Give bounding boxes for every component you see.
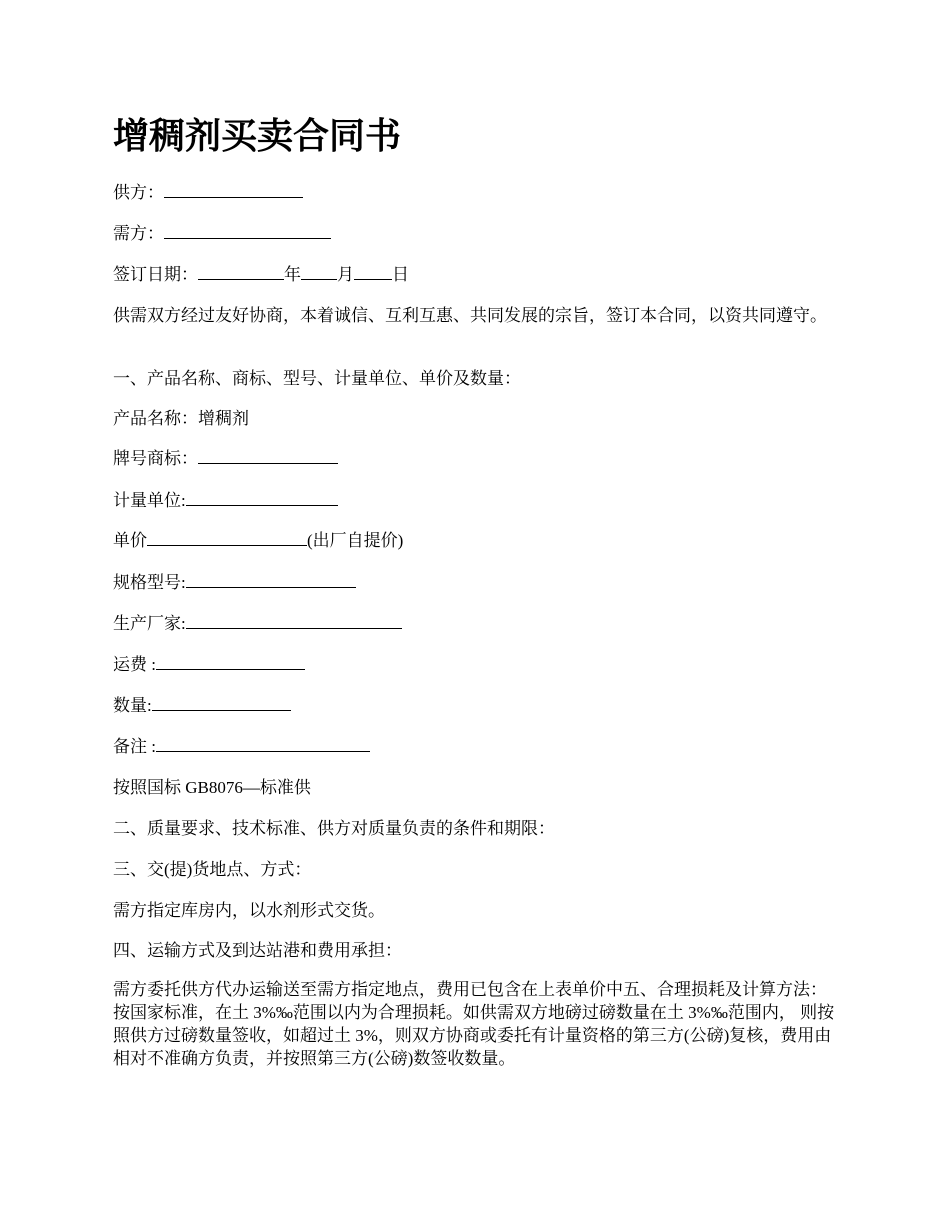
brand-line [113, 447, 338, 470]
sign-month-blank[interactable] [301, 263, 337, 280]
sign-day-label: 日 [392, 265, 409, 284]
product-name-line [113, 407, 249, 430]
manufacturer-blank[interactable] [186, 612, 402, 629]
sign-year-blank[interactable] [198, 263, 284, 280]
remarks-line [113, 735, 370, 758]
unit-line [113, 489, 338, 512]
spec-blank[interactable] [186, 571, 356, 588]
section-2-heading: 二、质量要求、技术标准、供方对质量负责的条件和期限： [113, 819, 555, 838]
buyer-line [113, 222, 331, 245]
sign-year-label: 年 [284, 265, 301, 284]
supplier-label: 供方： [113, 183, 164, 202]
page-title: 增稠剂买卖合同书 [113, 116, 402, 156]
brand-label: 牌号商标： [113, 449, 198, 468]
product-name-value: 增稠剂 [198, 409, 249, 428]
remarks-blank[interactable] [156, 735, 370, 752]
section-1-heading: 一、产品名称、商标、型号、计量单位、单价及数量： [113, 369, 521, 388]
intro-paragraph: 供需双方经过友好协商，本着诚信、互利互惠、共同发展的宗旨，签订本合同，以资共同遵守。 [113, 306, 827, 325]
brand-blank[interactable] [198, 447, 338, 464]
sign-date-line [113, 263, 409, 286]
buyer-blank[interactable] [164, 222, 331, 239]
section-3-heading: 三、交(提)货地点、方式： [113, 860, 312, 879]
freight-line [113, 653, 305, 676]
remarks-label: 备注 : [113, 737, 156, 756]
sign-month-label: 月 [337, 265, 354, 284]
spec-line [113, 571, 356, 594]
freight-label: 运费 : [113, 655, 156, 674]
product-name-label: 产品名称： [113, 409, 198, 428]
standard-line: 按照国标 GB8076—标准供 [113, 778, 311, 797]
buyer-label: 需方： [113, 224, 164, 243]
transport-paragraph: 需方委托供方代办运输送至需方指定地点，费用已包含在上表单价中五、合理损耗及计算方法：按国家标准，在土 3%‰范围以内为合理损耗。如供需双方地磅过磅数量在土 3%‰范围内， 则按照供方过磅数量签收，如超过土 3%，则双方协商或委托有计量资格的第三方(公磅)复核，费用由相对不准确方负责，并按照第三方(公磅)数签收数量。 [113, 980, 835, 1068]
supplier-line [113, 181, 303, 204]
unit-blank[interactable] [186, 489, 338, 506]
manufacturer-line [113, 612, 402, 635]
sign-day-blank[interactable] [354, 263, 392, 280]
quantity-blank[interactable] [152, 694, 291, 711]
section-4-heading: 四、运输方式及到达站港和费用承担： [113, 941, 402, 960]
price-suffix: (出厂自提价) [307, 531, 404, 550]
price-blank[interactable] [147, 529, 307, 546]
price-line [113, 529, 403, 552]
quantity-label: 数量: [113, 696, 152, 715]
supplier-blank[interactable] [164, 181, 303, 198]
manufacturer-label: 生产厂家: [113, 614, 186, 633]
freight-blank[interactable] [156, 653, 305, 670]
spec-label: 规格型号: [113, 573, 186, 592]
quantity-line [113, 694, 291, 717]
price-label: 单价 [113, 531, 147, 550]
sign-date-label: 签订日期： [113, 265, 198, 284]
unit-label: 计量单位: [113, 491, 186, 510]
delivery-line: 需方指定库房内，以水剂形式交货。 [113, 901, 385, 920]
